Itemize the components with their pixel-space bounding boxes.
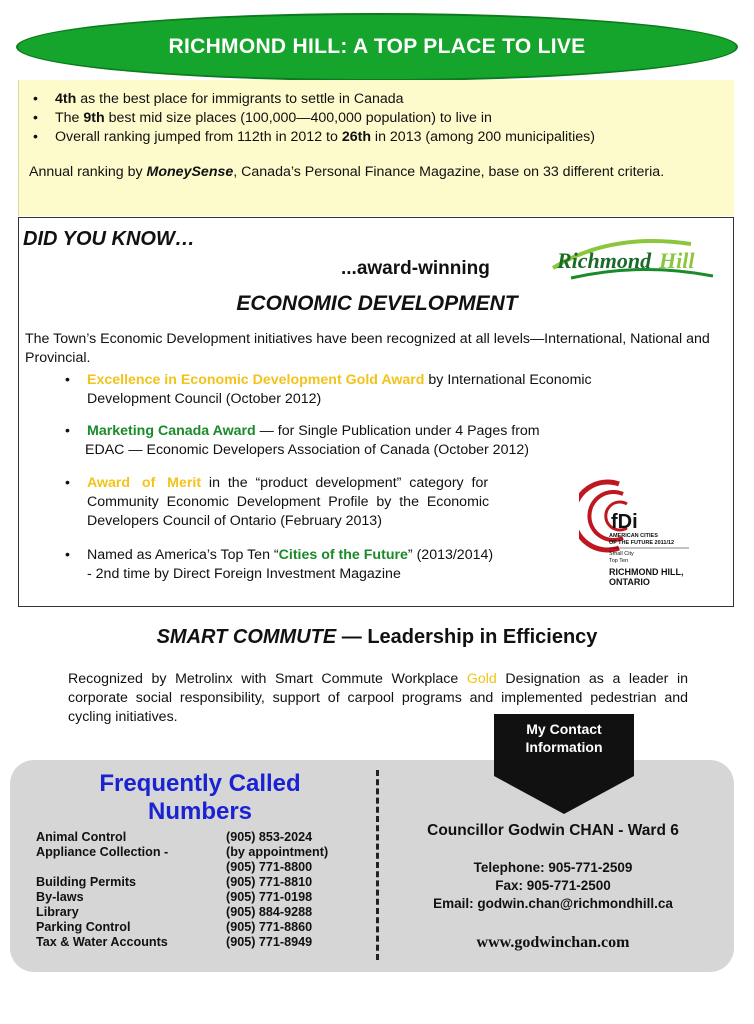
- list-item: • The 9th best mid size places (100,000—400,000 population) to live in: [33, 110, 492, 126]
- richmond-hill-logo: [541, 232, 721, 292]
- bullet-icon: •: [33, 129, 38, 145]
- svg-text:ONTARIO: ONTARIO: [609, 577, 650, 587]
- title-banner: [16, 13, 738, 81]
- svg-text:Richmond: Richmond: [557, 248, 652, 273]
- list-item: Building Permits (905) 771-8810: [36, 875, 313, 889]
- svg-text:fDi: fDi: [611, 511, 638, 533]
- bullet-icon: •: [65, 423, 70, 439]
- did-you-know-box: [18, 217, 734, 607]
- my-contact-information-label: My Contact Information: [525, 721, 603, 755]
- bullet-icon: •: [33, 110, 38, 126]
- smart-commute-body: Recognized by Metrolinx with Smart Commute Workplace Gold Designation as a leader in corporate social responsibility, support of carpool programs and implemented pedestrian and cycling initiatives.: [68, 671, 688, 725]
- list-item: Tax & Water Accounts (905) 771-8949: [36, 935, 313, 949]
- list-item: Library (905) 884-9288: [36, 905, 313, 919]
- list-item: • 4th as the best place for immigrants to settle in Canada: [33, 91, 404, 107]
- list-item: (905) 771-8800: [226, 860, 313, 874]
- award-item: • Named as America’s Top Ten “Cities of the Future” (2013/2014) - 2nd time by Direct Foreign Investment Magazine: [65, 547, 494, 582]
- bullet-icon: •: [65, 372, 70, 388]
- frequently-called-numbers-title: Frequently Called Numbers: [99, 770, 301, 825]
- website-link[interactable]: www.godwinchan.com: [476, 934, 630, 951]
- phone-number-list: [36, 830, 356, 950]
- list-item: Animal Control (905) 853-2024: [36, 830, 313, 844]
- svg-text:Hill: Hill: [659, 248, 695, 273]
- svg-text:Small City: Small City: [609, 551, 634, 557]
- annual-ranking-text: Annual ranking by MoneySense, Canada’s Personal Finance Magazine, base on 33 different criteria.: [29, 164, 665, 180]
- did-you-know-title: DID YOU KNOW…: [23, 228, 195, 250]
- councillor-name: Councillor Godwin CHAN - Ward 6: [427, 822, 679, 839]
- bullet-icon: •: [33, 91, 38, 107]
- award-item: • Marketing Canada Award — for Single Publication under 4 Pages from EDAC — Economic Developers Association of Canada (October 2012): [65, 423, 540, 458]
- svg-text:Top Ten: Top Ten: [609, 558, 629, 564]
- dashed-divider: [376, 770, 379, 960]
- svg-text:OF THE FUTURE 2011/12: OF THE FUTURE 2011/12: [609, 540, 675, 546]
- highlights-box: [18, 80, 734, 216]
- award-item: • Excellence in Economic Development Gold Award by International Economic Development Council (October 2012): [65, 372, 592, 407]
- svg-text:AMERICAN CITIES: AMERICAN CITIES: [609, 533, 658, 539]
- moneysense-brand: MoneySense: [146, 164, 234, 180]
- email-link[interactable]: Email: godwin.chan@richmondhill.ca: [433, 896, 673, 911]
- list-item: • Overall ranking jumped from 112th in 2012 to 26th in 2013 (among 200 municipalities): [33, 129, 595, 145]
- list-item: Appliance Collection - (by appointment): [36, 845, 329, 859]
- fdi-cities-of-the-future-logo: [579, 474, 709, 594]
- award-winning-text: ...award-winning: [341, 258, 490, 279]
- bullet-icon: •: [65, 547, 70, 563]
- svg-text:RICHMOND HILL,: RICHMOND HILL,: [609, 567, 684, 577]
- telephone-text: Telephone: 905-771-2509: [473, 860, 633, 875]
- economic-development-title: ECONOMIC DEVELOPMENT: [236, 292, 518, 315]
- economic-intro-text: The Town’s Economic Development initiatives have been recognized at all levels—International, National and Provincial.: [25, 331, 710, 366]
- list-item: Parking Control (905) 771-8860: [36, 920, 313, 934]
- list-item: By-laws (905) 771-0198: [36, 890, 313, 904]
- award-item: • Award of Merit in the “product development” category for Community Economic Development Profile by the Economic Developers Council of Ontario (February 2013): [65, 475, 490, 529]
- smart-commute-title: SMART COMMUTE — Leadership in Efficiency: [156, 626, 598, 648]
- fax-text: Fax: 905-771-2500: [495, 878, 611, 893]
- bullet-icon: •: [65, 475, 70, 491]
- banner-title: RICHMOND HILL: A TOP PLACE TO LIVE: [168, 35, 586, 58]
- highlights-list: [33, 90, 723, 147]
